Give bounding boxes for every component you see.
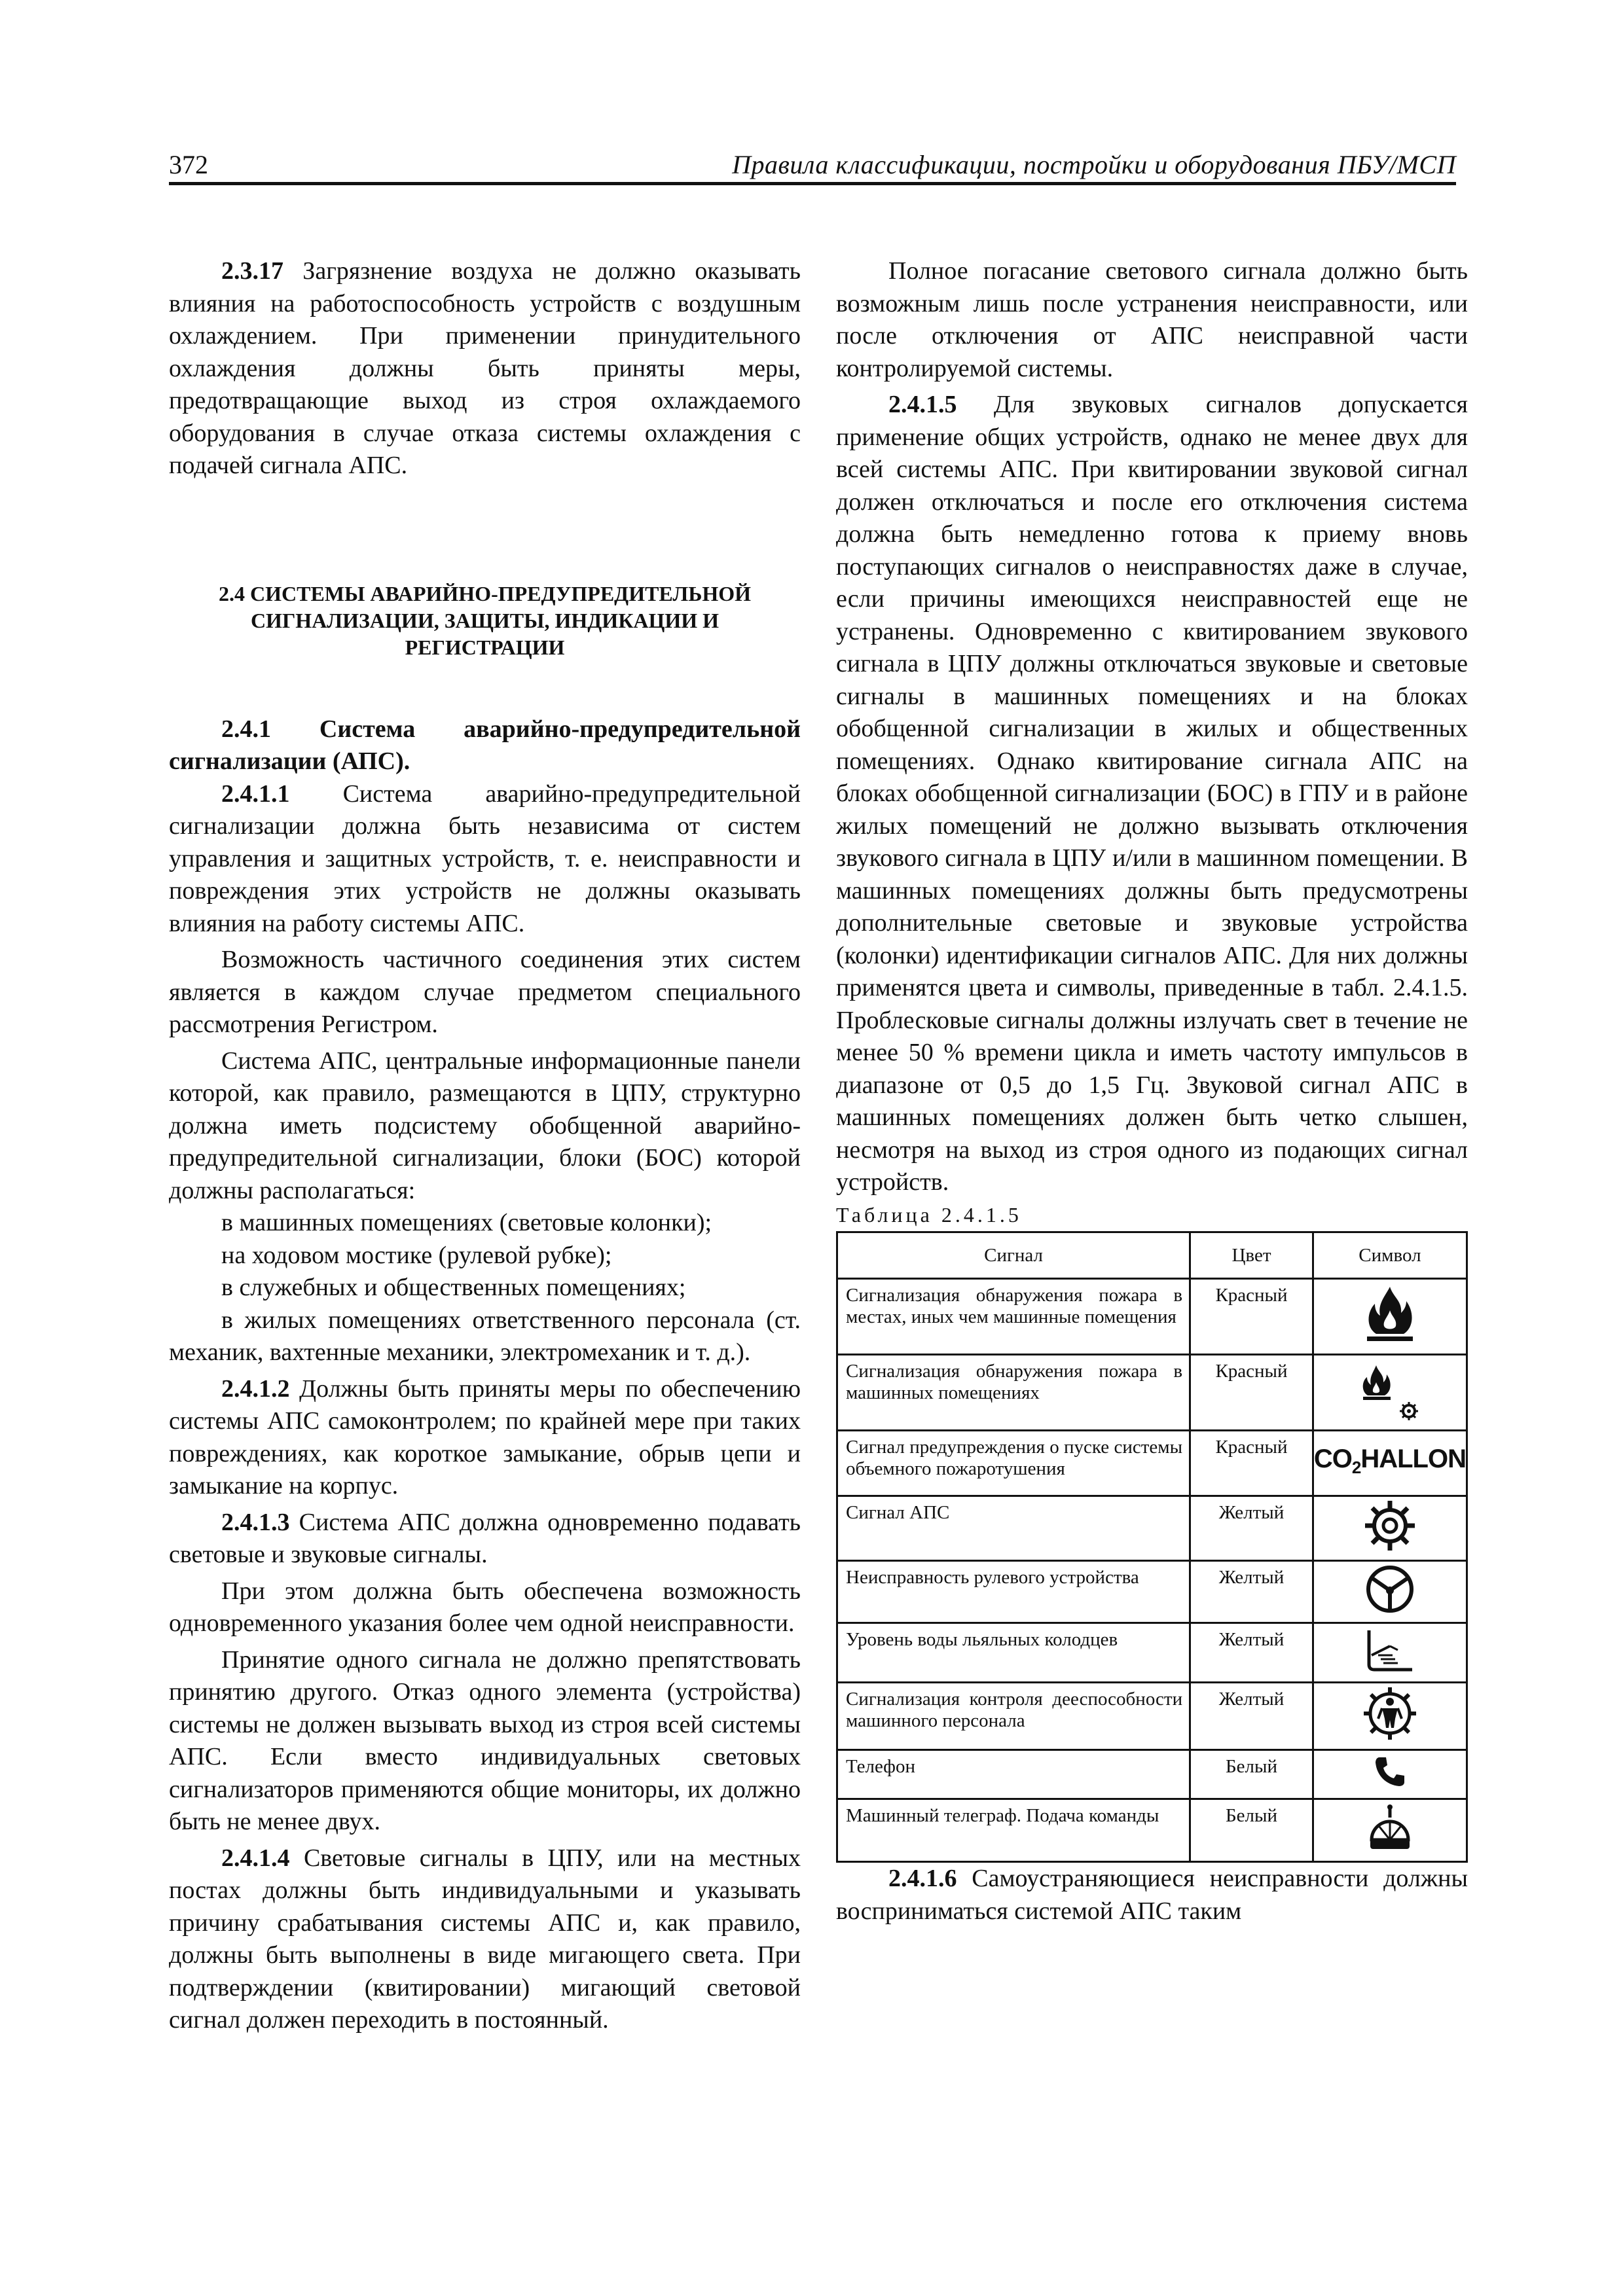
- running-title: Правила классификации, постройки и оборудования ПБУ/МСП: [732, 150, 1456, 179]
- symbol-cell: [1313, 1279, 1467, 1355]
- paragraph-2-4-1-4: 2.4.1.4 Световые сигналы в ЦПУ, или на местных постах должны быть индивидуальными и указывать причину срабатывания системы АПС и, как правило, должны быть выполнены в виде мигающего света. При подтверждении (квитировании) мигающий световой сигнал должен переходить в постоянный.: [169, 1844, 801, 2034]
- paragraph-2-3-17: 2.3.17 Загрязнение воздуха не должно оказывать влияния на работоспособность устройств с воздушным охлаждением. При применении принудительного охлаждения должны быть приняты меры, предотвращающие выход из строя охлаждаемого оборудования в случае отказа системы охлаждения с подачей сигнала АПС.: [169, 257, 801, 479]
- paragraph-2-4-1-5: 2.4.1.5 Для звуковых сигналов допускается применение общих устройств, однако не менее двух для всей системы АПС. При квитировании звуковой сигнал должен отключаться и после его отключения система должна быть немедленно готова к приему вновь поступающих сигналов о неисправностях даже в случае, если причины имеющихся неисправностей еще не устранены. Одновременно с квитированием звукового сигнала в ЦПУ должны отключаться звуковые и световые сигналы в машинных помещениях и на блоках обобщенной сигнализации в жилых и общественных помещениях. Однако квитирование сигнала АПС на блоках обобщенной сигнализации (БОС) в ГПУ и в районе жилых помещений не должно вызывать отключения звукового сигнала в ЦПУ и/или в машинном помещении. В машинных помещениях должны быть предусмотрены дополнительные световые и звуковые устройства (колонки) идентификации сигналов АПС. Для них должны применятся цвета и символы, приведенные в табл. 2.4.1.5. Проблесковые сигналы должны излучать свет в течение не менее 50 % времени цикла и иметь частоту импульсов в диапазоне от 0,5 до 1,5 Гц. Звуковой сигнал АПС в машинных помещениях должен быть четко слышен, несмотря на выход из строя одного из подающих сигнал устройств.: [836, 391, 1468, 1196]
- color-cell: Желтый: [1190, 1683, 1313, 1750]
- signal-cell: Машинный телеграф. Подача команды: [837, 1799, 1190, 1862]
- list-item: в жилых помещениях ответственного персонала (ст. механик, вахтенные механики, электромеханик и т. д.).: [169, 1306, 801, 1366]
- person-gear-icon: [1362, 1686, 1417, 1741]
- column-header: Символ: [1313, 1232, 1467, 1279]
- symbol-cell: [1313, 1683, 1467, 1750]
- steering-wheel-icon: [1364, 1564, 1416, 1614]
- symbol-cell: [1313, 1750, 1467, 1799]
- co2-hallon-symbol: $CO_2HALLON$: [1313, 1444, 1466, 1477]
- list-item: на ходовом мостике (рулевой рубке);: [221, 1241, 612, 1269]
- symbol-cell: [1313, 1496, 1467, 1561]
- telegraph-icon: [1365, 1803, 1415, 1853]
- paragraph-possibility: Возможность частичного соединения этих систем является в каждом случае предметом специального рассмотрения Регистром.: [169, 946, 801, 1038]
- table-row: [837, 1750, 1467, 1799]
- table-row: [837, 1496, 1467, 1561]
- flame-large-icon: [1362, 1284, 1418, 1344]
- table-row: [837, 1561, 1467, 1623]
- table-row: [837, 1279, 1467, 1355]
- paragraph-2-4-1-2: 2.4.1.2 Должны быть приняты меры по обеспечению системы АПС самоконтролем; по крайней мере при таких повреждениях, как короткое замыкание, обрыв цепи и замыкание на корпус.: [169, 1374, 801, 1499]
- paragraph-simultaneous: При этом должна быть обеспечена возможность одновременного указания более чем одной неисправности.: [169, 1577, 801, 1637]
- paragraph-acceptance: Принятие одного сигнала не должно препятствовать принятию другого. Отказ одного элемента (устройства) системы не должен вызывать выход из строя всей системы АПС. Если вместо индивидуальных световых сигнализаторов применяются общие мониторы, их должно быть не менее двух.: [169, 1645, 801, 1835]
- column-header: Сигнал: [837, 1232, 1190, 1279]
- symbol-cell: [1313, 1623, 1467, 1683]
- symbol-cell: [1313, 1355, 1467, 1431]
- list-item: в машинных помещениях (световые колонки);: [221, 1209, 712, 1236]
- signal-table: [836, 1231, 1468, 1863]
- color-cell: Красный: [1190, 1279, 1313, 1355]
- bilge-level-icon: [1364, 1626, 1416, 1674]
- paragraph-2-4-1-1: 2.4.1.1 Система аварийно-предупредительной сигнализации должна быть независима от систем управления и защитных устройств, т. е. неисправности и повреждения этих устройств не должны оказывать влияния на работу системы АПС.: [169, 780, 801, 937]
- paragraph-full-extinction: Полное погасание светового сигнала должно быть возможным лишь после устранения неисправности, или после отключения от АПС неисправной части контролируемой системы.: [836, 257, 1468, 382]
- page-header: [169, 145, 1456, 185]
- signal-cell: Сигнализация контроля дееспособности машинного персонала: [837, 1683, 1190, 1750]
- paragraph-system: Система АПС, центральные информационные панели которой, как правило, размещаются в ЦПУ, структурно должна иметь подсистему обобщенной аварийно-предупредительной сигнализации, блоки (БОС) которой должны располагаться:: [169, 1047, 801, 1204]
- list-item: в служебных и общественных помещениях;: [221, 1274, 686, 1301]
- table-row: [837, 1431, 1467, 1496]
- symbol-cell: [1313, 1561, 1467, 1623]
- flame-gear-icon: [1354, 1359, 1426, 1422]
- color-cell: Красный: [1190, 1355, 1313, 1431]
- right-column: [836, 255, 1468, 1928]
- table-header-row: [837, 1232, 1467, 1279]
- table-row: [837, 1623, 1467, 1683]
- table-row: [837, 1799, 1467, 1862]
- signal-cell: Сигнал предупреждения о пуске системы объемного пожаротушения: [837, 1431, 1190, 1496]
- color-cell: Желтый: [1190, 1561, 1313, 1623]
- table-caption: Таблица 2.4.1.5: [836, 1202, 1022, 1227]
- paragraph-2-4-1-3: 2.4.1.3 Система АПС должна одновременно подавать световые и звуковые сигналы.: [169, 1508, 801, 1568]
- section-title-2-4: 2.4 СИСТЕМЫ АВАРИЙНО-ПРЕДУПРЕДИТЕЛЬНОЙ СИГНАЛИЗАЦИИ, ЗАЩИТЫ, ИНДИКАЦИИ И РЕГИСТРАЦИИ: [218, 581, 752, 659]
- color-cell: Белый: [1190, 1750, 1313, 1799]
- column-header: Цвет: [1190, 1232, 1313, 1279]
- color-cell: Желтый: [1190, 1496, 1313, 1561]
- signal-cell: Неисправность рулевого устройства: [837, 1561, 1190, 1623]
- symbol-cell: [1313, 1431, 1467, 1496]
- gear-icon: [1362, 1499, 1417, 1552]
- color-cell: Белый: [1190, 1799, 1313, 1862]
- color-cell: Желтый: [1190, 1623, 1313, 1683]
- subsection-2-4-1: 2.4.1 Система аварийно-предупредительной сигнализации (АПС).: [169, 715, 801, 775]
- left-column: [169, 255, 801, 2037]
- signal-cell: Уровень воды льяльных колодцев: [837, 1623, 1190, 1683]
- signal-cell: Сигнализация обнаружения пожара в машинных помещениях: [837, 1355, 1190, 1431]
- page-number: 372: [169, 150, 208, 179]
- paragraph-2-4-1-6: 2.4.1.6 Самоустраняющиеся неисправности должны восприниматься системой АПС таким: [836, 1865, 1468, 1925]
- signal-cell: Телефон: [837, 1750, 1190, 1799]
- color-cell: Красный: [1190, 1431, 1313, 1496]
- table-row: [837, 1683, 1467, 1750]
- table-row: [837, 1355, 1467, 1431]
- signal-cell: Сигнализация обнаружения пожара в местах, иных чем машинные помещения: [837, 1279, 1190, 1355]
- telephone-icon: [1372, 1753, 1408, 1790]
- symbol-cell: [1313, 1799, 1467, 1862]
- signal-cell: Сигнал АПС: [837, 1496, 1190, 1561]
